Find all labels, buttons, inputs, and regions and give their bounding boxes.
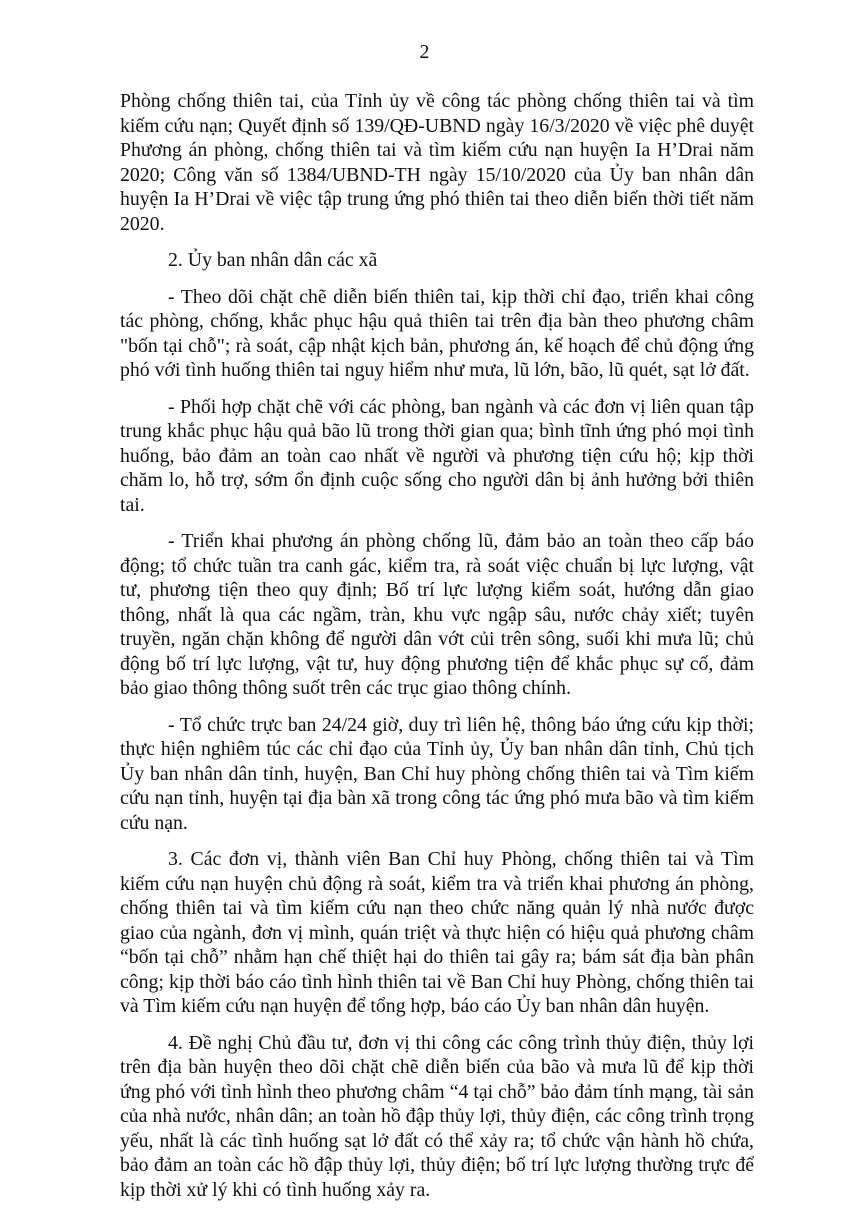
numbered-paragraph: 3. Các đơn vị, thành viên Ban Chỉ huy Phòng, chống thiên tai và Tìm kiếm cứu nạn huyện chủ động rà soát, kiểm tra và triển khai phương án phòng, chống thiên tai và tìm kiếm cứu nạn theo chức năng quản lý nhà nước được giao của ngành, đơn vị mình, quán triệt và thực hiện có hiệu quả phương châm “bốn tại chỗ” nhằm hạn chế thiệt hại do thiên tai gây ra; bám sát địa bàn phân công; kịp thời báo cáo tình hình thiên tai về Ban Chỉ huy Phòng, chống thiên tai và Tìm kiếm cứu nạn huyện để tổng hợp, báo cáo Ủy ban nhân dân huyện. xyxy=(120,848,754,1017)
section-heading-communes: 2. Ủy ban nhân dân các xã xyxy=(168,249,378,271)
bullet-paragraph: - Phối hợp chặt chẽ với các phòng, ban ngành và các đơn vị liên quan tập trung khắc phục hậu quả bão lũ trong thời gian qua; bình tĩnh ứng phó mọi tình huống, bảo đảm an toàn cao nhất về người và phương tiện cứu hộ; kịp thời chăm lo, hỗ trợ, sớm ổn định cuộc sống cho người dân bị ảnh hưởng bởi thiên tai. xyxy=(120,395,754,516)
document-body xyxy=(120,89,754,1214)
page-number: 2 xyxy=(419,41,430,63)
paragraph-continuation: Phòng chống thiên tai, của Tỉnh ủy về công tác phòng chống thiên tai và tìm kiếm cứu nạn; Quyết định số 139/QĐ-UBND ngày 16/3/2020 về việc phê duyệt Phương án phòng, chống thiên tai và tìm kiếm cứu nạn huyện Ia H’Drai năm 2020; Công văn số 1384/UBND-TH ngày 15/10/2020 của Ủy ban nhân dân huyện Ia H’Drai về việc tập trung ứng phó thiên tai theo diễn biến thời tiết năm 2020. xyxy=(120,90,754,235)
bullet-paragraph: - Tổ chức trực ban 24/24 giờ, duy trì liên hệ, thông báo ứng cứu kịp thời; thực hiện nghiêm túc các chỉ đạo của Tỉnh ủy, Ủy ban nhân dân tỉnh, Chủ tịch Ủy ban nhân dân tỉnh, huyện, Ban Chỉ huy phòng chống thiên tai và Tìm kiếm cứu nạn tỉnh, huyện tại địa bàn xã trong công tác ứng phó mưa bão và tìm kiếm cứu nạn. xyxy=(120,713,754,834)
bullet-paragraph: - Triển khai phương án phòng chống lũ, đảm bảo an toàn theo cấp báo động; tổ chức tuần tra canh gác, kiểm tra, rà soát việc chuẩn bị lực lượng, vật tư, phương tiện theo quy định; Bố trí lực lượng kiểm soát, hướng dẫn giao thông, nhất là qua các ngầm, tràn, khu vực ngập sâu, nước chảy xiết; tuyên truyền, ngăn chặn không để người dân vớt củi trên sông, suối khi mưa lũ; chủ động bố trí lực lượng, vật tư, huy động phương tiện để khắc phục sự cố, đảm bảo giao thông thông suốt trên các trục giao thông chính. xyxy=(120,530,754,699)
numbered-paragraph: 4. Đề nghị Chủ đầu tư, đơn vị thi công các công trình thủy điện, thủy lợi trên địa bàn huyện theo dõi chặt chẽ diễn biến của bão và mưa lũ để kịp thời ứng phó với tình hình theo phương châm “4 tại chỗ” bảo đảm tính mạng, tài sản của nhà nước, nhân dân; an toàn hồ đập thủy lợi, thủy điện, các công trình trọng yếu, nhất là các tình huống sạt lở đất có thể xảy ra; tổ chức vận hành hồ chứa, bảo đảm an toàn các hồ đập thủy lợi, thủy điện; bố trí lực lượng thường trực để kịp thời xử lý khi có tình huống xảy ra. xyxy=(120,1031,754,1201)
bullet-paragraph: - Theo dõi chặt chẽ diễn biến thiên tai, kịp thời chỉ đạo, triển khai công tác phòng, chống, khắc phục hậu quả thiên tai trên địa bàn theo phương châm "bốn tại chỗ"; rà soát, cập nhật kịch bản, phương án, kế hoạch để chủ động ứng phó với tình huống thiên tai nguy hiểm như mưa, lũ lớn, bão, lũ quét, sạt lở đất. xyxy=(120,285,754,381)
